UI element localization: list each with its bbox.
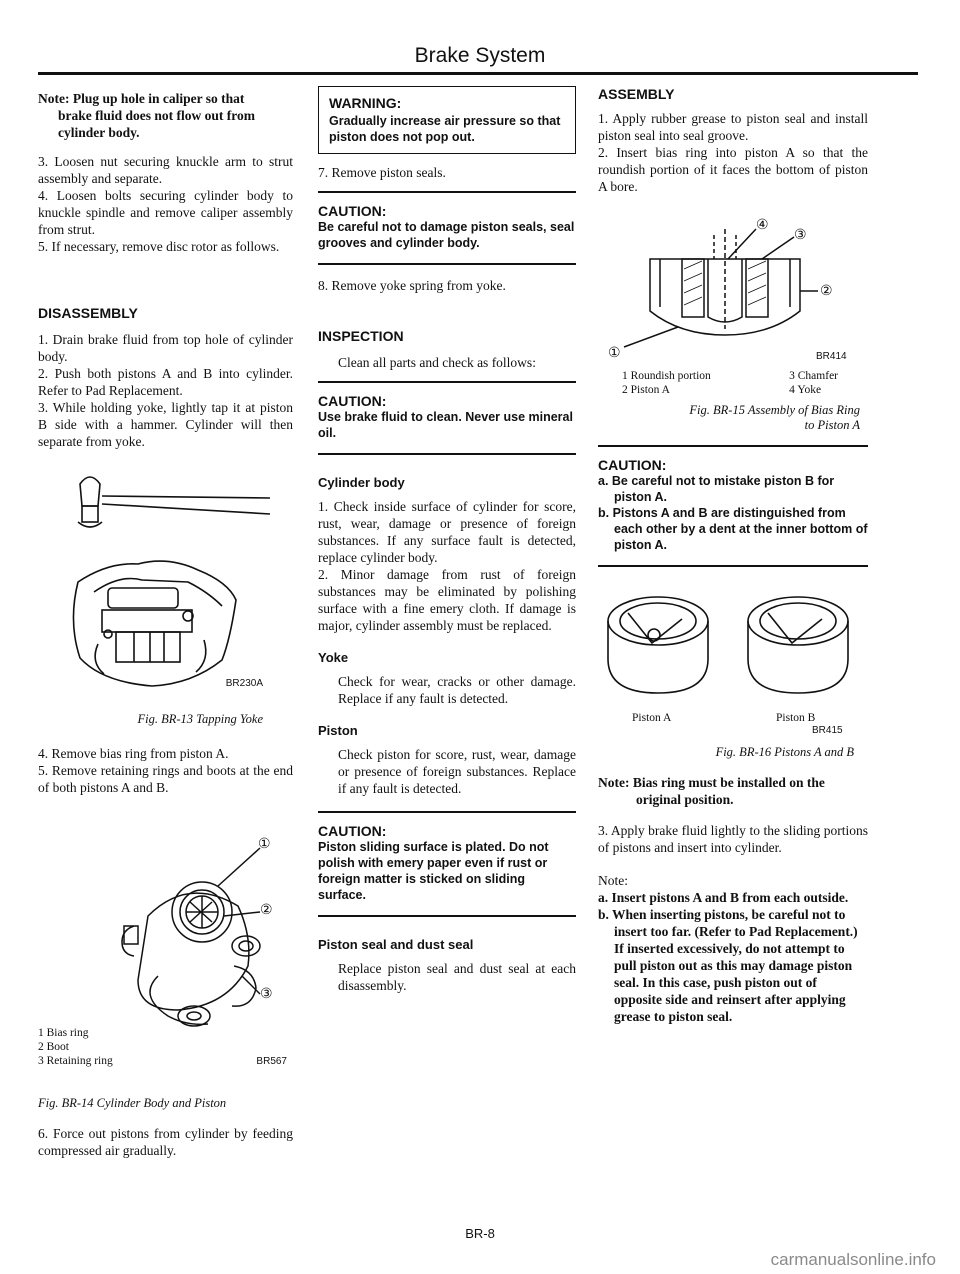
divider-1 (318, 191, 576, 193)
fig15-callout-4: ④ (756, 218, 769, 233)
note-inserting-a: a. Insert pistons A and B from each outside. (598, 890, 849, 905)
piston-seal-body: Replace piston seal and dust seal at each disassembly. (338, 961, 576, 993)
fig14-legend-item-1: 1 Bias ring (38, 1027, 89, 1039)
note-inserting (598, 872, 868, 1025)
column-right (598, 82, 868, 1025)
figure-pistons-a-b (598, 587, 868, 737)
note-line-2: brake fluid does not flow out from (58, 108, 256, 123)
step-3: 3. Loosen nut securing knuckle arm to strut assembly and separate. (38, 154, 293, 186)
fig15-caption (598, 403, 868, 433)
page-number: BR-8 (465, 1226, 495, 1241)
fig14-callout-2: ② (260, 903, 273, 918)
caution-3-body: Piston sliding surface is plated. Do not polish with emery paper even if rust or foreign matter is sticked on sliding surface. (318, 840, 549, 902)
piston-seal-heading: Piston seal and dust seal (318, 937, 474, 952)
note-inserting-b: b. When inserting pistons, be careful not to insert too far. (Refer to Pad Replacement.) If inserted excessively, do not attempt to pull piston out as this may damage piston seal. In this case, push piston out of opposite side and reinsert after applying grease to piston seal. (598, 907, 858, 1024)
fig14-callout-1: ① (258, 837, 271, 852)
fig16-code: BR415 (812, 725, 843, 736)
note-line-1: Note: Plug up hole in caliper so that (38, 91, 245, 106)
fig16-label-piston-b: Piston B (776, 712, 816, 724)
caution-2-body: Use brake fluid to clean. Never use mineral oil. (318, 410, 573, 440)
figure-tapping-yoke (38, 464, 293, 710)
caution-4-title: CAUTION: (598, 457, 667, 473)
assembly-step-3: 3. Apply brake fluid lightly to the sliding portions of pistons and insert into cylinder. (598, 823, 868, 855)
fig15-legend-item-2: 2 Piston A (622, 384, 670, 396)
caution-2-title: CAUTION: (318, 393, 387, 409)
disassembly-heading: DISASSEMBLY (38, 305, 138, 321)
assembly-step-1: 1. Apply rubber grease to piston seal and install piston seal into seal groove. (598, 111, 868, 143)
disassembly-step-5: 5. Remove retaining rings and boots at the end of both pistons A and B. (38, 763, 293, 795)
fig15-code: BR414 (816, 351, 847, 362)
fig14-legend-item-3: 3 Retaining ring (38, 1055, 113, 1067)
disassembly-step-6: 6. Force out pistons from cylinder by feeding compressed air gradually. (38, 1126, 293, 1158)
step-5: 5. If necessary, remove disc rotor as follows. (38, 239, 280, 254)
fig15-caption-line-2: to Piston A (804, 418, 860, 432)
note-inserting-title: Note: (598, 873, 628, 888)
watermark: carmanualsonline.info (770, 1250, 936, 1269)
fig15-legend-item-4: 4 Yoke (789, 384, 822, 396)
piston-check: Check piston for score, rust, wear, damage or presence of foreign substances. Replace if any fault is detected. (338, 747, 576, 796)
fig13-code: BR230A (225, 678, 263, 689)
assembly-step-2: 2. Insert bias ring into piston A so that the roundish portion of it faces the bottom of piston A bore. (598, 145, 868, 194)
fig13-caption: Fig. BR-13 Tapping Yoke (137, 712, 263, 726)
piston-heading: Piston (318, 723, 358, 738)
fig14-code: BR567 (256, 1056, 287, 1067)
caution-3-title: CAUTION: (318, 823, 387, 839)
divider-7 (598, 445, 868, 447)
warning-body: Gradually increase air pressure so that piston does not pop out. (329, 114, 561, 144)
divider-8 (598, 565, 868, 567)
step-4: 4. Loosen bolts securing cylinder body to knuckle spindle and remove caliper assembly from strut. (38, 188, 293, 237)
assembly-heading: ASSEMBLY (598, 86, 675, 102)
page-header-title: Brake System (414, 44, 546, 67)
caution-1-title: CAUTION: (318, 203, 387, 219)
fig14-callout-3: ③ (260, 987, 273, 1002)
divider-5 (318, 811, 576, 813)
fig15-caption-line-1: Fig. BR-15 Assembly of Bias Ring (689, 403, 860, 417)
fig16-label-piston-a: Piston A (632, 712, 672, 724)
yoke-check: Check for wear, cracks or other damage. Replace if any fault is detected. (338, 674, 576, 706)
caution-1-body: Be careful not to damage piston seals, seal grooves and cylinder body. (318, 220, 575, 250)
fig15-legend-right (789, 369, 838, 397)
note-line-3: cylinder body. (58, 125, 140, 140)
column-middle (318, 82, 576, 994)
fig15-legend-item-3: 3 Chamfer (789, 370, 838, 382)
cylinder-body-heading: Cylinder body (318, 475, 405, 490)
fig16-caption: Fig. BR-16 Pistons A and B (715, 745, 854, 759)
note-plug-hole (38, 90, 293, 141)
divider-6 (318, 915, 576, 917)
column-left (38, 82, 293, 1159)
figure-bias-ring-assembly (598, 209, 868, 369)
divider-3 (318, 381, 576, 383)
inspection-intro: Clean all parts and check as follows: (338, 355, 536, 370)
fig15-legend-item-1: 1 Roundish portion (622, 370, 711, 382)
tapping-yoke-illustration (38, 464, 293, 710)
divider-4 (318, 453, 576, 455)
fig15-callout-2: ② (820, 284, 833, 299)
caution-4-a: a. Be careful not to mistake piston B for piston A. (598, 474, 835, 504)
caution-4-b: b. Pistons A and B are distinguished from each other by a dent at the inner bottom of piston A. (598, 506, 868, 552)
fig14-legend (38, 1026, 113, 1068)
inspection-heading: INSPECTION (318, 328, 404, 344)
yoke-heading: Yoke (318, 650, 349, 665)
fig15-callout-1: ① (608, 346, 621, 361)
pistons-illustration (598, 587, 868, 707)
header-rule (38, 72, 918, 75)
disassembly-step-1: 1. Drain brake fluid from top hole of cylinder body. (38, 332, 293, 364)
disassembly-step-3: 3. While holding yoke, lightly tap it at piston B side with a hammer. Cylinder will then separate from yoke. (38, 400, 293, 449)
fig15-callout-3: ③ (794, 228, 807, 243)
step-7: 7. Remove piston seals. (318, 165, 446, 180)
note-bias-ring (598, 774, 868, 808)
warning-box (318, 86, 576, 154)
cylinder-body-check-2: 2. Minor damage from rust of foreign substances may be eliminated by polishing surface with a fine emery cloth. If damage is major, cylinder assembly must be replaced. (318, 567, 576, 633)
fig15-legend (598, 369, 868, 397)
warning-title: WARNING: (329, 95, 402, 111)
fig14-legend-item-2: 2 Boot (38, 1041, 69, 1053)
fig15-legend-left (622, 369, 711, 397)
figure-cylinder-body-piston (38, 816, 293, 1090)
fig14-caption: Fig. BR-14 Cylinder Body and Piston (38, 1096, 227, 1110)
divider-2 (318, 263, 576, 265)
cylinder-body-check-1: 1. Check inside surface of cylinder for score, rust, wear, damage or presence of foreign substances. If any surface fault is detected, replace cylinder body. (318, 499, 576, 565)
disassembly-step-4: 4. Remove bias ring from piston A. (38, 746, 229, 761)
note-bias-ring-text: Note: Bias ring must be installed on the original position. (598, 775, 825, 807)
step-8: 8. Remove yoke spring from yoke. (318, 278, 506, 293)
disassembly-step-2: 2. Push both pistons A and B into cylinder. Refer to Pad Replacement. (38, 366, 293, 398)
